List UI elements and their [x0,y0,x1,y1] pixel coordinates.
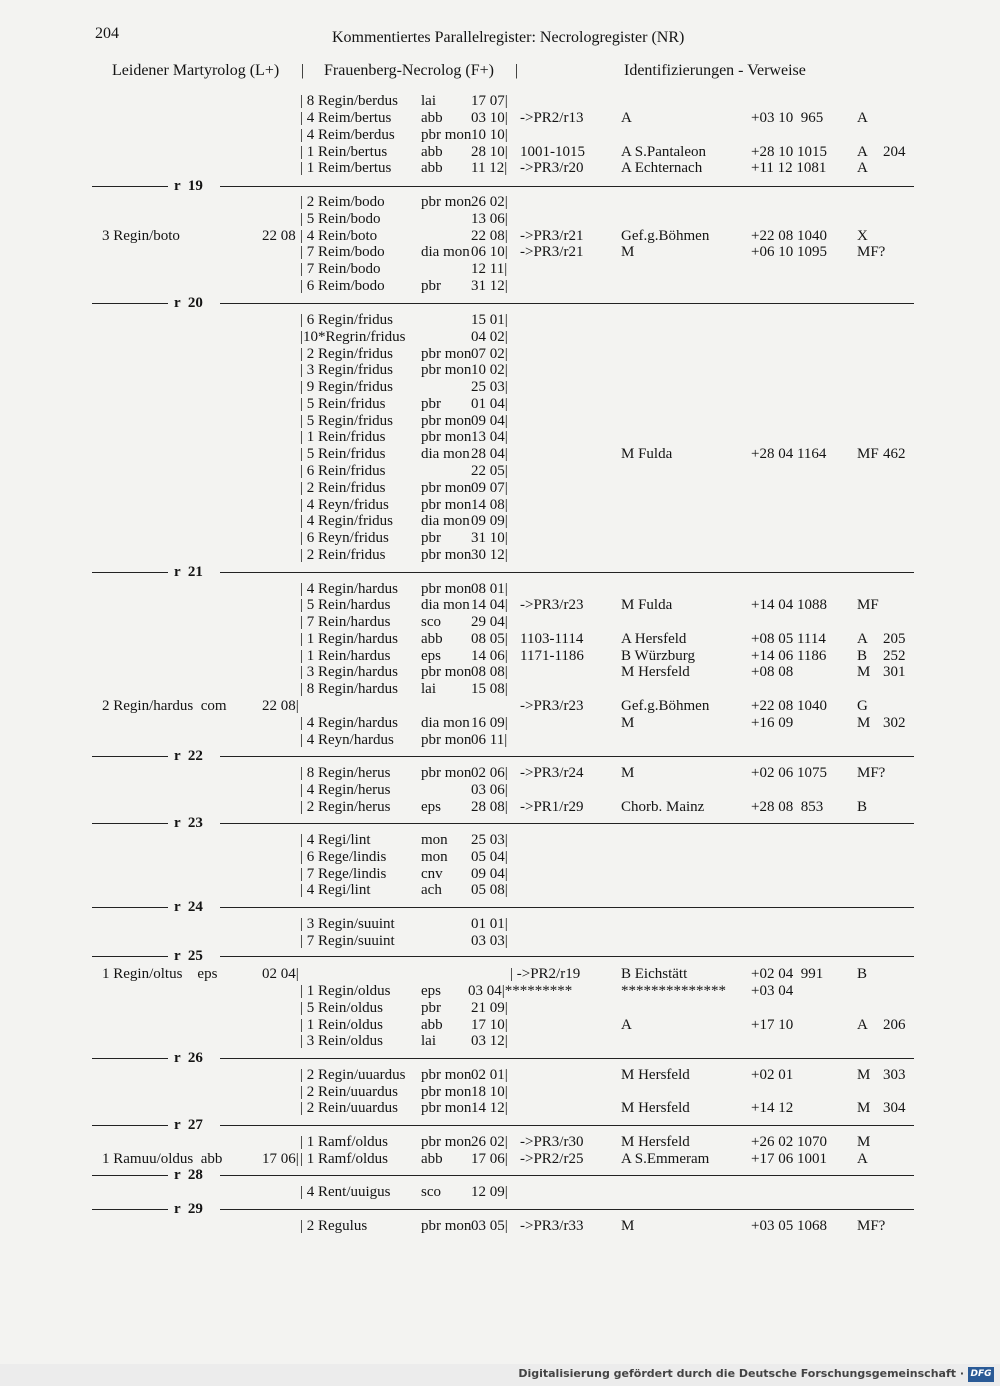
frauenberg-status: abb [421,1017,443,1033]
frauenberg-date: 03 05| [471,1218,508,1234]
classification: A [857,144,868,160]
frauenberg-status: pbr mon [421,480,472,496]
frauenberg-status: dia mon [421,513,470,529]
frauenberg-status: lai [421,93,436,109]
frauenberg-entry: | 5 Rein/hardus [300,597,391,613]
frauenberg-entry: | 1 Ramf/oldus [300,1151,389,1167]
death-date: +03 05 1068 [751,1218,827,1234]
frauenberg-status: abb [421,631,443,647]
frauenberg-date: 13 06| [471,211,508,227]
frauenberg-entry: | 1 Rein/oldus [300,1017,384,1033]
frauenberg-status: eps [421,648,441,664]
identification: B Würzburg [621,648,696,664]
section-label: r 21 [174,564,203,580]
section-rule-lead [92,907,168,908]
frauenberg-date: 12 11| [471,261,508,277]
frauenberg-date: 21 09| [471,1000,508,1016]
section-label: r 29 [174,1201,203,1217]
section-label: r 24 [174,899,203,915]
frauenberg-entry: | 7 Regin/suuint [300,933,395,949]
cross-reference: ->PR3/r30 [520,1134,584,1150]
section-rule [220,1125,914,1126]
frauenberg-status: dia mon [421,715,470,731]
page-reference: 206 [883,1017,906,1033]
frauenberg-status: lai [421,1033,436,1049]
frauenberg-date: 02 06| [471,765,508,781]
frauenberg-entry: | 3 Rein/oldus [300,1033,384,1049]
frauenberg-date: 28 10| [471,144,508,160]
frauenberg-entry: | 7 Reim/bodo [300,244,385,260]
page-reference: 304 [883,1100,906,1116]
leiden-date: 22 08 [262,228,296,244]
frauenberg-entry: | 2 Rein/fridus [300,480,386,496]
identification: A Echternach [621,160,703,176]
frauenberg-status: pbr mon [421,581,472,597]
death-date: +14 04 1088 [751,597,827,613]
frauenberg-entry: | 6 Reyn/fridus [300,530,389,546]
frauenberg-entry: | 4 Regi/lint [300,832,371,848]
frauenberg-status: pbr mon [421,1134,472,1150]
frauenberg-date: 03 12| [471,1033,508,1049]
section-label: r 25 [174,948,203,964]
frauenberg-date: 03 04|********* [468,983,573,999]
section-rule-lead [92,1125,168,1126]
frauenberg-entry: | 2 Rein/uuardus [300,1100,398,1116]
cross-reference: ->PR1/r29 [520,799,584,815]
frauenberg-status: pbr mon [421,1084,472,1100]
frauenberg-date: 09 07| [471,480,508,496]
section-rule [220,186,914,187]
page-number: 204 [95,25,119,42]
frauenberg-status: abb [421,1151,443,1167]
cross-reference: ->PR2/r25 [520,1151,584,1167]
frauenberg-date: 14 08| [471,497,508,513]
frauenberg-date: 25 03| [471,379,508,395]
frauenberg-status: pbr [421,396,441,412]
frauenberg-entry: | 3 Regin/fridus [300,362,393,378]
frauenberg-status: pbr mon [421,547,472,563]
frauenberg-status: pbr mon [421,732,472,748]
frauenberg-date: 03 03| [471,933,508,949]
section-rule-lead [92,1058,168,1059]
section-rule [220,907,914,908]
frauenberg-entry: | 8 Regin/berdus [300,93,398,109]
section-rule [220,303,914,304]
death-date: +28 08 853 [751,799,824,815]
frauenberg-entry: | 1 Ramf/oldus [300,1134,389,1150]
frauenberg-entry: | 5 Rein/bodo [300,211,381,227]
column-header-identification: Identifizierungen - Verweise [624,62,806,79]
column-header-leiden: Leidener Martyrolog (L+) [112,62,280,79]
frauenberg-status: cnv [421,866,443,882]
leiden-date: 17 06| [262,1151,299,1167]
frauenberg-status: dia mon [421,244,470,260]
frauenberg-entry: | 9 Regin/fridus [300,379,393,395]
frauenberg-entry: | 2 Regin/herus [300,799,391,815]
frauenberg-status: dia mon [421,446,470,462]
cross-reference: 1171-1186 [520,648,584,664]
death-date: +06 10 1095 [751,244,827,260]
frauenberg-status: pbr mon [421,429,472,445]
frauenberg-entry: | 1 Rein/hardus [300,648,391,664]
column-separator: | [301,62,305,79]
frauenberg-date: 09 09| [471,513,508,529]
frauenberg-status: abb [421,144,443,160]
frauenberg-entry: | 1 Rein/bertus [300,144,388,160]
leiden-date: 22 08| [262,698,299,714]
frauenberg-date: 30 12| [471,547,508,563]
frauenberg-date: 28 08| [471,799,508,815]
frauenberg-status: abb [421,110,443,126]
frauenberg-entry: | 2 Rein/fridus [300,547,386,563]
frauenberg-date: 31 12| [471,278,508,294]
identification: Chorb. Mainz [621,799,705,815]
frauenberg-entry: | 5 Rein/fridus [300,396,386,412]
frauenberg-date: 29 04| [471,614,508,630]
frauenberg-status: pbr mon [421,765,472,781]
frauenberg-status: sco [421,1184,441,1200]
section-rule-lead [92,1209,168,1210]
section-rule-lead [92,956,168,957]
page-reference: 303 [883,1067,906,1083]
identification: M [621,244,635,260]
classification: MF [857,597,879,613]
frauenberg-entry: | 4 Regin/hardus [300,715,398,731]
frauenberg-status: pbr mon [421,1218,472,1234]
frauenberg-status: pbr [421,278,441,294]
frauenberg-date: 03 10| [471,110,508,126]
frauenberg-date: 17 07| [471,93,508,109]
frauenberg-date: 26 02| [471,1134,508,1150]
frauenberg-date: 15 01| [471,312,508,328]
frauenberg-status: dia mon [421,597,470,613]
frauenberg-entry: | 1 Reim/bertus [300,160,392,176]
death-date: +02 04 991 [751,966,824,982]
death-date: +11 12 1081 [751,160,827,176]
frauenberg-entry: | 4 Regi/lint [300,882,371,898]
frauenberg-entry: | 5 Rein/oldus [300,1000,384,1016]
identification: M Hersfeld [621,664,690,680]
section-label: r 19 [174,178,203,194]
frauenberg-entry: | 7 Rein/bodo [300,261,381,277]
identification: A [621,1017,632,1033]
classification: B [857,966,868,982]
frauenberg-status: pbr mon [421,664,472,680]
frauenberg-entry: | 4 Reyn/fridus [300,497,389,513]
frauenberg-entry: | 4 Regin/fridus [300,513,393,529]
frauenberg-date: 02 01| [471,1067,508,1083]
death-date: +28 04 1164 [751,446,827,462]
page-title: Kommentiertes Parallelregister: Necrologregister (NR) [332,29,685,46]
frauenberg-status: pbr mon [421,362,472,378]
section-rule-lead [92,823,168,824]
death-date: +16 09 [751,715,794,731]
page-reference: 302 [883,715,906,731]
cross-reference: ->PR3/r33 [520,1218,584,1234]
section-label: r 23 [174,815,203,831]
frauenberg-date: 17 10| [471,1017,508,1033]
cross-reference: 1103-1114 [520,631,584,647]
identification: A S.Pantaleon [621,144,706,160]
frauenberg-entry: | 2 Regin/fridus [300,346,393,362]
frauenberg-date: 01 04| [471,396,508,412]
frauenberg-date: 06 11| [471,732,508,748]
section-rule-lead [92,1175,168,1176]
frauenberg-status: lai [421,681,436,697]
frauenberg-date: 06 10| [471,244,508,260]
death-date: +26 02 1070 [751,1134,827,1150]
death-date: +28 10 1015 [751,144,827,160]
frauenberg-date: 22 05| [471,463,508,479]
leiden-date: 02 04| [262,966,299,982]
frauenberg-entry: | 6 Rein/fridus [300,463,386,479]
frauenberg-date: 18 10| [471,1084,508,1100]
frauenberg-entry: | 5 Rein/fridus [300,446,386,462]
frauenberg-date: 03 06| [471,782,508,798]
death-date: +22 08 1040 [751,228,827,244]
column-header-frauenberg: Frauenberg-Necrolog (F+) [324,62,495,79]
section-label: r 27 [174,1117,203,1133]
frauenberg-status: sco [421,614,441,630]
section-rule [220,1209,914,1210]
frauenberg-status: pbr [421,1000,441,1016]
classification: MF? [857,244,886,260]
identification: M [621,715,635,731]
classification: A [857,160,868,176]
frauenberg-entry: | 7 Rein/hardus [300,614,391,630]
frauenberg-status: abb [421,160,443,176]
frauenberg-date: 10 02| [471,362,508,378]
cross-reference: ->PR3/r20 [520,160,584,176]
death-date: +08 08 [751,664,794,680]
frauenberg-entry: | 4 Reyn/hardus [300,732,394,748]
frauenberg-date: 11 12| [471,160,508,176]
death-date: +03 10 965 [751,110,824,126]
frauenberg-date: 31 10| [471,530,508,546]
cross-reference: ->PR3/r23 [520,597,584,613]
frauenberg-entry: | 4 Reim/bertus [300,110,392,126]
page-reference: 252 [883,648,906,664]
frauenberg-entry: | 4 Rent/uuigus [300,1184,391,1200]
frauenberg-entry: | 4 Regin/hardus [300,581,398,597]
frauenberg-date: 12 09| [471,1184,508,1200]
identification: M Hersfeld [621,1067,690,1083]
column-separator: | [515,62,519,79]
classification: B [857,648,868,664]
frauenberg-status: ach [421,882,442,898]
cross-reference: ->PR3/r24 [520,765,584,781]
frauenberg-date: 15 08| [471,681,508,697]
frauenberg-status: eps [421,983,441,999]
section-rule [220,572,914,573]
frauenberg-entry: | 1 Regin/hardus [300,631,398,647]
section-rule [220,756,914,757]
death-date: +08 05 1114 [751,631,826,647]
frauenberg-status: pbr mon [421,127,472,143]
classification: M [857,1134,871,1150]
cross-reference: ->PR2/r13 [520,110,584,126]
frauenberg-date: 14 06| [471,648,508,664]
frauenberg-date: 08 01| [471,581,508,597]
frauenberg-entry: | 2 Regin/uuardus [300,1067,406,1083]
frauenberg-entry: | 4 Rein/boto [300,228,378,244]
frauenberg-entry: | 6 Regin/fridus [300,312,393,328]
frauenberg-entry: | 6 Reim/bodo [300,278,385,294]
leiden-entry: 1 Ramuu/oldus abb [102,1151,223,1167]
frauenberg-status: pbr mon [421,346,472,362]
frauenberg-date: 17 06| [471,1151,508,1167]
identification: ************** [621,983,726,999]
page-reference: 204 [883,144,906,160]
section-label: r 22 [174,748,203,764]
death-date: +14 06 1186 [751,648,827,664]
leiden-entry: 2 Regin/hardus com [102,698,227,714]
frauenberg-entry: | 7 Rege/lindis [300,866,387,882]
section-rule [220,1058,914,1059]
frauenberg-date: 25 03| [471,832,508,848]
frauenberg-entry: | 8 Regin/hardus [300,681,398,697]
classification: B [857,799,868,815]
classification: MF? [857,1218,886,1234]
leiden-entry: 1 Regin/oltus eps [102,966,218,982]
frauenberg-status: pbr [421,530,441,546]
identification: Gef.g.Böhmen [621,228,710,244]
section-rule-lead [92,303,168,304]
cross-reference: ->PR3/r21 [520,228,584,244]
frauenberg-status: mon [421,832,448,848]
section-label: r 20 [174,295,203,311]
frauenberg-date: 16 09| [471,715,508,731]
frauenberg-entry: | 8 Regin/herus [300,765,391,781]
frauenberg-date: 14 04| [471,597,508,613]
classification: G [857,698,868,714]
cross-reference: ->PR3/r23 [520,698,584,714]
death-date: +22 08 1040 [751,698,827,714]
section-rule-lead [92,186,168,187]
frauenberg-status: mon [421,849,448,865]
section-rule-lead [92,756,168,757]
classification: M [857,1067,871,1083]
death-date: +17 06 1001 [751,1151,827,1167]
frauenberg-entry: | 6 Rege/lindis [300,849,387,865]
frauenberg-date: 13 04| [471,429,508,445]
frauenberg-date: 28 04| [471,446,508,462]
frauenberg-date: 14 12| [471,1100,508,1116]
death-date: +14 12 [751,1100,794,1116]
frauenberg-date: 09 04| [471,413,508,429]
identification: B Eichstätt [621,966,688,982]
death-date: +02 06 1075 [751,765,827,781]
section-label: r 28 [174,1167,203,1183]
frauenberg-date: 04 02| [471,329,508,345]
identification: M [621,765,635,781]
death-date: +03 04 [751,983,794,999]
section-rule [220,1175,914,1176]
identification: M Hersfeld [621,1100,690,1116]
frauenberg-entry: | 2 Rein/uuardus [300,1084,398,1100]
page-reference: 462 [883,446,906,462]
frauenberg-status: pbr mon [421,497,472,513]
frauenberg-entry: | 2 Regulus [300,1218,368,1234]
frauenberg-status: pbr mon [421,1100,472,1116]
cross-reference: 1001-1015 [520,144,585,160]
frauenberg-entry: | 4 Reim/berdus [300,127,395,143]
identification: M Fulda [621,597,673,613]
identification: A Hersfeld [621,631,687,647]
cross-reference: ->PR3/r21 [520,244,584,260]
classification: A [857,110,868,126]
classification: M [857,715,871,731]
classification: M [857,1100,871,1116]
section-rule [220,956,914,957]
frauenberg-entry: | 2 Reim/bodo [300,194,385,210]
footer-credit: Digitalisierung gefördert durch die Deutsche Forschungsgemeinschaft · [518,1367,964,1380]
frauenberg-entry: | 3 Regin/suuint [300,916,395,932]
identification: M Fulda [621,446,673,462]
classification: A [857,1017,868,1033]
classification: MF? [857,765,886,781]
frauenberg-entry: | 1 Regin/oldus [300,983,391,999]
classification: A [857,631,868,647]
frauenberg-entry: | 1 Rein/fridus [300,429,386,445]
classification: A [857,1151,868,1167]
identification: A S.Emmeram [621,1151,710,1167]
death-date: +02 01 [751,1067,794,1083]
frauenberg-date: 07 02| [471,346,508,362]
identification: A [621,110,632,126]
frauenberg-date: 05 08| [471,882,508,898]
identification: M Hersfeld [621,1134,690,1150]
identification: M [621,1218,635,1234]
frauenberg-status: pbr mon [421,194,472,210]
frauenberg-entry: | 5 Regin/fridus [300,413,393,429]
frauenberg-entry: | 3 Regin/hardus [300,664,398,680]
frauenberg-date: 26 02| [471,194,508,210]
classification: M [857,664,871,680]
section-label: r 26 [174,1050,203,1066]
frauenberg-status: eps [421,799,441,815]
section-rule [220,823,914,824]
footer-bar [0,1364,1000,1386]
classification: X [857,228,868,244]
frauenberg-entry: |10*Regrin/fridus [300,329,406,345]
identification: Gef.g.Böhmen [621,698,710,714]
page-reference: 205 [883,631,906,647]
page-reference: 301 [883,664,906,680]
cross-reference: | ->PR2/r19 [510,966,581,982]
dfg-logo: DFG [968,1367,994,1382]
frauenberg-date: 10 10| [471,127,508,143]
frauenberg-date: 09 04| [471,866,508,882]
classification: MF [857,446,879,462]
frauenberg-date: 08 05| [471,631,508,647]
frauenberg-date: 05 04| [471,849,508,865]
frauenberg-status: pbr mon [421,413,472,429]
leiden-entry: 3 Regin/boto [102,228,180,244]
frauenberg-date: 01 01| [471,916,508,932]
frauenberg-date: 08 08| [471,664,508,680]
death-date: +17 10 [751,1017,794,1033]
frauenberg-status: pbr mon [421,1067,472,1083]
frauenberg-date: 22 08| [471,228,508,244]
frauenberg-entry: | 4 Regin/herus [300,782,391,798]
section-rule-lead [92,572,168,573]
